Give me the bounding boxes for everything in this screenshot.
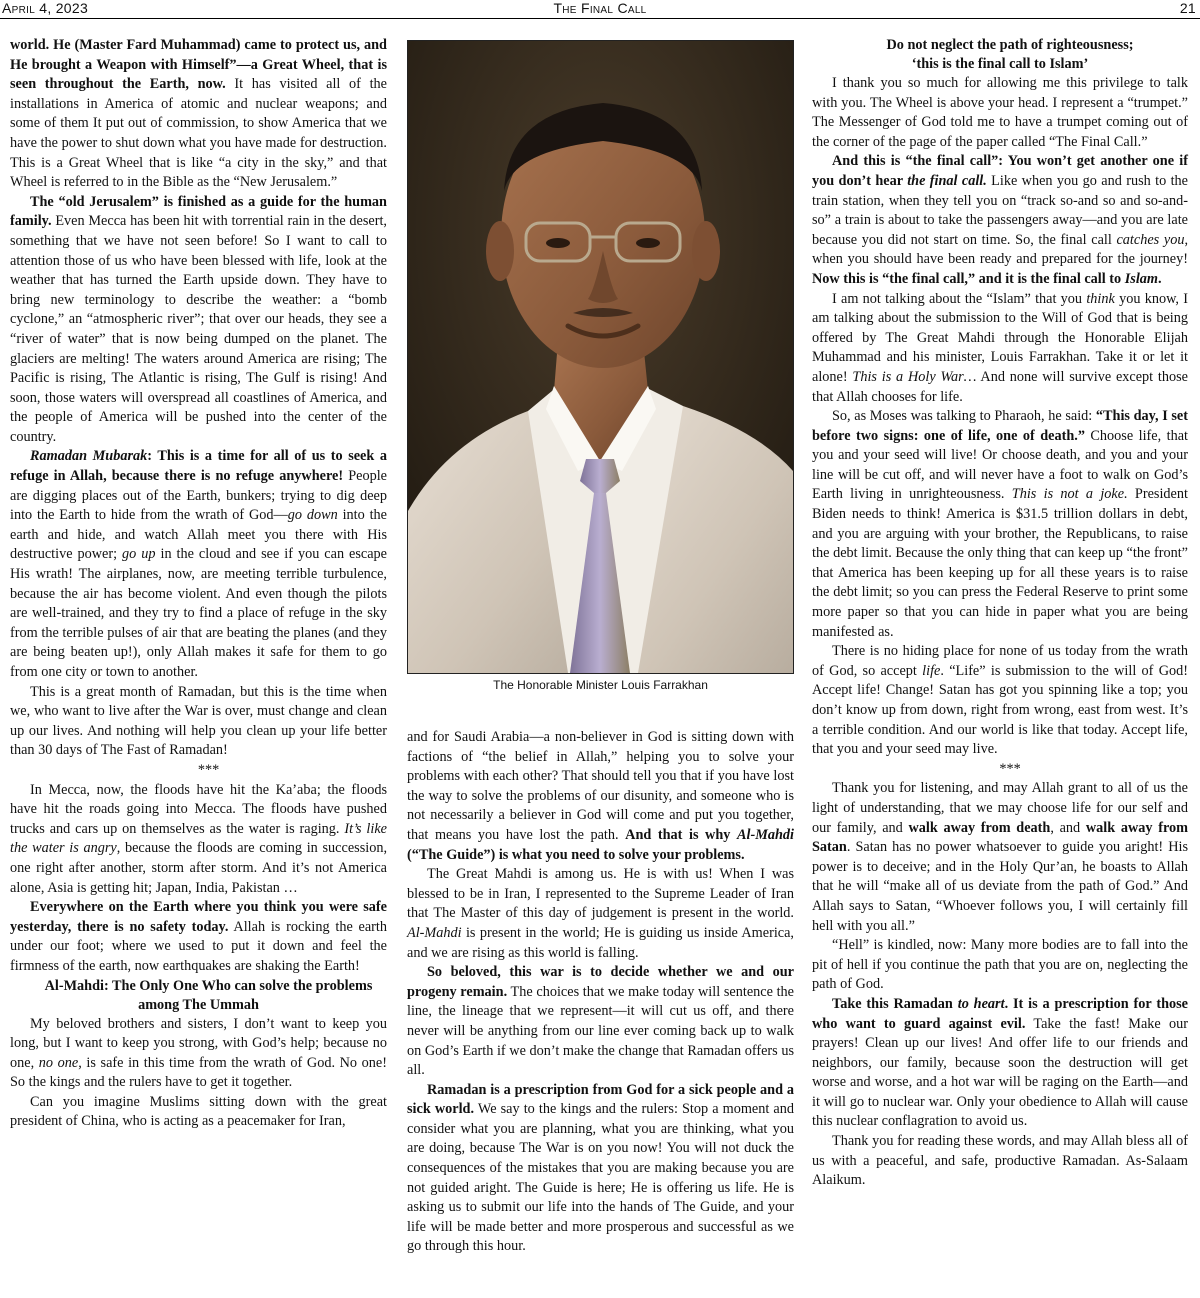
paragraph: Ramadan Mubarak: This is a time for all of us to seek a refuge in Allah, because there is no refuge anywhere! People are digging places out of the Earth, bunkers; trying to dig deep into the Earth to hide from the wrath of God—go down into the earth and hide, and watch Allah meet you there with His destructive power; go up in the cloud and see if you can escape His wrath! The airplanes, now, are meeting terrible turbulence, because the air has become violent. And even though the pilots are well-trained, and they try to find a place of refuge in the sky from the terrible pulses of air that are beating the planes (and they are being beaten up!), only Allah makes it safe for them to go from one city or town to another. — [10, 448, 388, 680]
subheading: Al-Mahdi: The Only One Who can solve the problems among The Ummah — [44, 977, 373, 1013]
section-break: *** — [999, 760, 1021, 777]
paragraph: Thank you for reading these words, and may Allah bless all of us with a peaceful, and safe, productive Ramadan. As-Salaam Alaikum. — [812, 1133, 1188, 1189]
paragraph: I am not talking about the “Islam” that you think you know, I am talking about the submission to the Will of God that is being offered by The Great Mahdi through the Honorable Elijah Muhammad and his minister, Louis Farrakhan. Take it or let it alone! This is a Holy War… And none will survive except those that Allah chooses for life. — [812, 290, 1188, 405]
column-left — [10, 36, 387, 1132]
paragraph: The Great Mahdi is among us. He is with us! When I was blessed to be in Iran, I represented to the Supreme Leader of Iran that The Master of this day of judgement is present in the world. Al-Mahdi is present in the world; He is guiding us inside America, and we are rising as this world is falling. — [407, 866, 794, 961]
page-header — [0, 0, 1200, 19]
paragraph: Can you imagine Muslims sitting down with the great president of China, who is acting as a peacemaker for Iran, — [10, 1093, 387, 1130]
paragraph: Everywhere on the Earth where you think you were safe yesterday, there is no safety today. Allah is rocking the earth under our foot; where we used to put it down and feel the firmness of the earth, now earthquakes are shaking the Earth! — [10, 899, 388, 974]
column-middle — [407, 728, 794, 1257]
paragraph: Thank you for listening, and may Allah grant to all of us the light of understanding, that we may choose life for our self and our family, and walk away from death, and walk away from Satan. Satan has no power whatsoever to guide you aright! His power is to deceive; and in the Holy Qur’an, he boasts to Allah that he will “make all of us deviate from the path of God.” And Allah says to Satan, “Whoever follows you, I will certainly fill hell with you all.” — [812, 780, 1189, 934]
paragraph: I thank you so much for allowing me this privilege to talk with you. The Wheel is above your head. I represent a “trumpet.” The Messenger of God told me to have a trumpet coming out of the corner of the page of the paper called “The Final Call.” — [812, 75, 1188, 150]
issue-date: April 4, 2023 — [2, 0, 89, 16]
paragraph: So beloved, this war is to decide whether we and our progeny remain. The choices that we make today will sentence the line, the lineage that we represent—it will cut us off, and there never will be anything from our line ever coming back up to walk on God’s Earth if we don’t make the change that Ramadan offers us all. — [407, 964, 795, 1079]
section-break: *** — [197, 761, 220, 778]
paragraph: In Mecca, now, the floods have hit the Ka’aba; the floods have hit the roads going into Mecca. The floods have pushed trucks and cars up on themselves as the water is raging. It’s like the water is angry, because the floods are coming in succession, one right after another, storm after storm. And it’s not America alone, Asia is getting hit; Japan, India, Pakistan … — [10, 781, 388, 896]
portrait-illustration — [408, 41, 793, 673]
column-right — [812, 36, 1188, 1191]
paragraph: world. He (Master Fard Muhammad) came to protect us, and He brought a Weapon with Himself”—a Great Wheel, that is seen throughout the Earth, now. It has visited all of the installations in America of atomic and nuclear weapons; and some of them It put out of commission, to show America that we have the power to shut down what you have made for destruction. This is a Great Wheel that is like “a city in the sky,” and that Wheel is referred to in the Bible as the “New Jerusalem.” — [10, 37, 387, 191]
portrait-photo — [407, 40, 794, 674]
paragraph: This is a great month of Ramadan, but this is the time when we, who want to live after the War is over, must change and clean up our lives. And nothing will help you clean up your life better than 30 days of The Fast of Ramadan! — [10, 683, 387, 759]
subheading: Do not neglect the path of righteousness; ‘this is the final call to Islam’ — [886, 37, 1134, 72]
photo-caption: The Honorable Minister Louis Farrakhan — [493, 678, 708, 692]
paper-title: The Final Call — [553, 0, 647, 16]
paragraph: “Hell” is kindled, now: Many more bodies are to fall into the pit of hell if you continue the path that you are on, neglecting the path of God. — [812, 937, 1188, 993]
paragraph: Take this Ramadan to heart. It is a prescription for those who want to guard against evil. Take the fast! Make our prayers! Clean up our lives! And offer life to our friends and neighbors, our family, because soon the destruction will get worse and worse, and a hot war will be raging on the Earth—and it will go to nuclear war. Only your obedience to Allah will cause this nuclear conflagration to avoid us. — [812, 995, 1188, 1130]
paragraph: The “old Jerusalem” is finished as a guide for the human family. Even Mecca has been hit with torrential rain in the desert, something that we have not seen before! So I want to call to attention those of us who have been blessed with life, look at the weather that has turned the Earth upside down. They have to bring new terminology to describe the weather: a “bomb cyclone,” an “atmospheric river”; that over our heads, they see a “river of water” that is now being dumped on the planet. The glaciers are melting! The waters around America are rising; The Pacific is rising, The Atlantic is rising, The Gulf is rising! And soon, those waters will overspread all coastlines of America, and the people of America will be pushed into the center of the country. — [10, 193, 387, 445]
paragraph: and for Saudi Arabia—a non-believer in God is sitting down with factions of “the belief in Allah,” helping you to solve your problems with each other? That should tell you that if you have lost the way to solve the problems of our disunity, and someone who is not necessarily a believer in God will come and put you together, that means you have lost the path. And that is why Al-Mahdi (“The Guide”) is what you need to solve your problems. — [407, 729, 794, 863]
paragraph: My beloved brothers and sisters, I don’t want to keep you long, but I want to keep you strong, with God’s help; because no one, no one, is safe in this time from the wrath of God. No one! So the kings and the rulers have to get it together. — [10, 1015, 387, 1091]
paragraph: There is no hiding place for none of us today from the wrath of God, so accept life. “Life” is submission to the will of God! Accept life! Change! Satan has got you spinning like a top; you don’t know up from down, right from wrong, east from west. It’s a terrible condition. And our world is like that today. Accept life, that you and your seed may live. — [812, 643, 1188, 758]
paragraph: And this is “the final call”: You won’t get another one if you don’t hear the final call. Like when you go and rush to the train station, when they tell you on “track so-and so and so-and-so” a train is about to take the passengers away—and you are late because you did not start on time. So, the final call catches you, when you should have been ready and prepared for the journey! Now this is “the final call,” and it is the final call to Islam. — [812, 153, 1189, 287]
paragraph: So, as Moses was talking to Pharaoh, he said: “This day, I set before two signs: one of life, one of death.” Choose life, that you and your seed will live! Or choose death, and you and your line will be cut off, and will never have a foot to walk on God’s Earth living in unrighteousness. This is not a joke. President Biden needs to think! America is $31.5 trillion dollars in debt, and you are arguing with your brother, the Republicans, to raise the debt limit. Because the only thing that can keep up “the front” that America has been keeping up for all these years is to raise the debt limit; so you can press the Federal Reserve to print some more paper so that you can hide in paper what you are being manifested as. — [812, 408, 1189, 640]
paragraph: Ramadan is a prescription from God for a sick people and a sick world. We say to the kings and the rulers: Stop a moment and consider what you are planning, what you are thinking, what you are doing, because The War is on you now! You will not duck the consequences of the mistakes that you are making because you are not guided aright. The Guide is here; He is offering us life. He is asking us to submit our life into the hands of The Guide, and your life will be made better and more prosperous and successful as we go through this hour. — [407, 1081, 794, 1255]
page-number: 21 — [1179, 0, 1196, 16]
